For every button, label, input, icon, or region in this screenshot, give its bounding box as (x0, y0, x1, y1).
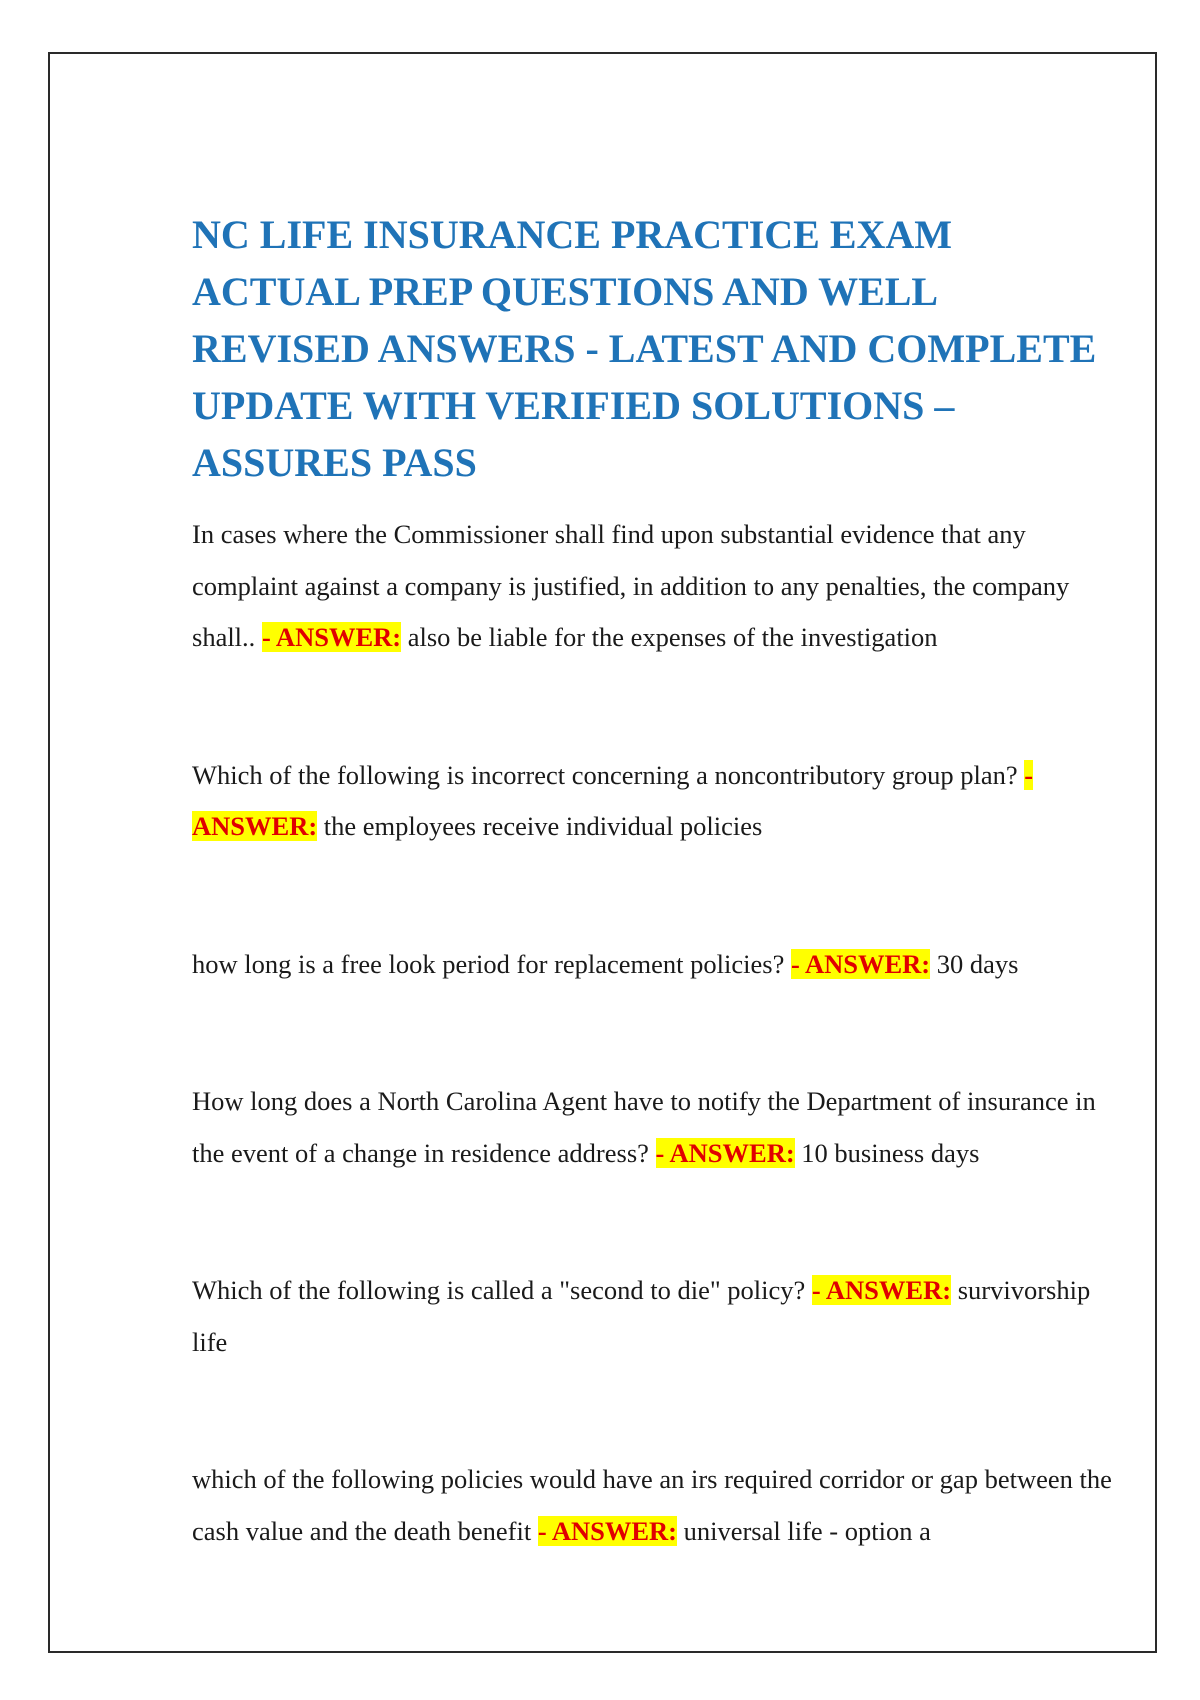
answer-marker: - ANSWER: (192, 759, 1034, 841)
answer-marker: - ANSWER: (655, 1137, 795, 1168)
question-text: Which of the following is called a "second to die" policy? (192, 1275, 806, 1305)
question-text: which of the following policies would have an irs required corridor or gap between the cash value and the death benefit (192, 1464, 1112, 1546)
qa-item-4 (192, 1076, 1122, 1179)
answer-marker: - ANSWER: (261, 622, 402, 652)
answer-text: survivorship life (192, 1275, 1091, 1357)
answer-marker: - ANSWER: (790, 948, 931, 979)
qa-item-2 (192, 750, 1122, 853)
answer-text: also be liable for the expenses of the investigation (407, 622, 938, 652)
answer-marker: - ANSWER: (537, 1515, 677, 1546)
question-text: how long is a free look period for replacement policies? (192, 948, 785, 979)
answer-text: 30 days (936, 948, 1019, 979)
answer-text: the employees receive individual policies (323, 811, 763, 841)
document-title: NC LIFE INSURANCE PRACTICE EXAM ACTUAL PREP QUESTIONS AND WELL REVISED ANSWERS - LATEST AND COMPLETE UPDATE WITH VERIFIED SOLUTIONS – ASSURES PASS (192, 212, 1097, 485)
answer-text: universal life - option a (683, 1515, 931, 1546)
qa-list (192, 509, 1122, 1557)
page-frame (48, 52, 1157, 1653)
question-text: Which of the following is incorrect concerning a noncontributory group plan? (192, 759, 1018, 790)
qa-item-1 (192, 509, 1122, 664)
question-text: In cases where the Commissioner shall find upon substantial evidence that any complaint against a company is justified, in addition to any penalties, the company shall.. (192, 519, 1070, 652)
page-content (192, 206, 1122, 1557)
qa-item-3 (192, 939, 1122, 991)
qa-item-6 (192, 1454, 1122, 1557)
answer-marker: - ANSWER: (811, 1275, 952, 1305)
question-text: How long does a North Carolina Agent have to notify the Department of insurance in the event of a change in residence address? (192, 1086, 1096, 1168)
answer-text: 10 business days (801, 1137, 980, 1168)
qa-item-5 (192, 1265, 1122, 1368)
